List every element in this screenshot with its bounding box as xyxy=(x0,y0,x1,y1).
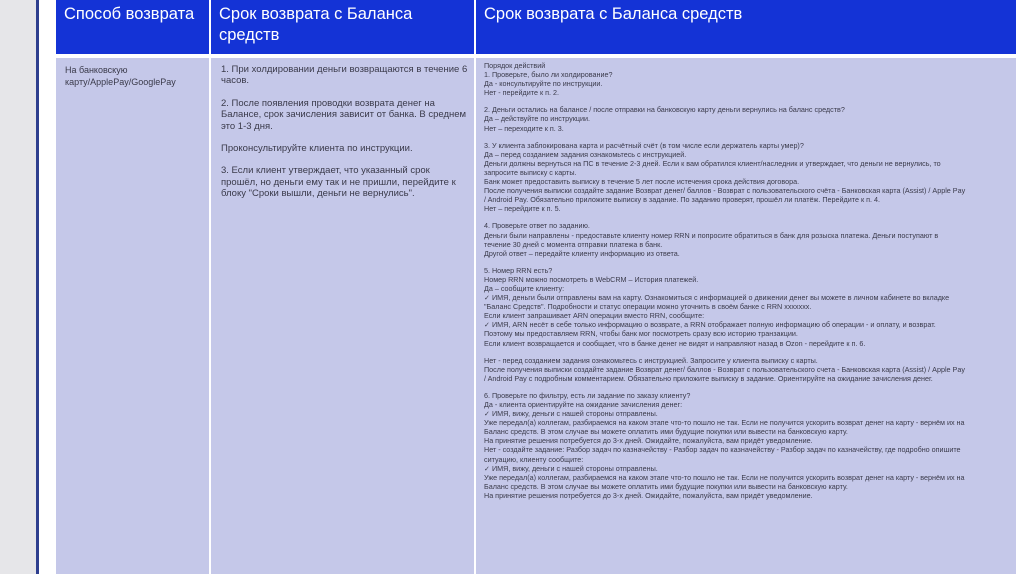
detail-line: Порядок действий xyxy=(484,61,546,70)
detail-line: Нет - создайте задание: Разбор задач по казначейству - Разбор задач по казначейству - Разбор задач по казначейству, где подробно опишите xyxy=(484,445,961,455)
detail-line: Уже передал(а) коллегам, разбираемся на каком этапе что-то пошло не так. Если не получится ускорить возврат денег на карту - вернём их на xyxy=(484,472,965,482)
detail-spacer xyxy=(484,97,1010,105)
detail-line: На принятие решения потребуется до 3-х дней. Ожидайте, пожалуйста, вам придёт уведомление. xyxy=(484,436,813,446)
detail-spacer xyxy=(484,133,1010,141)
detail-line: 3. У клиента заблокирована карта и расчётный счёт (в том числе если держатель карты умер)? xyxy=(484,140,804,150)
detail-spacer xyxy=(484,213,1010,221)
table-header-row xyxy=(56,0,1016,56)
detail-line: ✓ ИМЯ, деньги были отправлены вам на карту. Ознакомиться с информацией о движении денег вы можете в личном кабинете во вкладке xyxy=(484,293,950,303)
detail-line: Да - клиента ориентируйте на ожидание зачисления денег: xyxy=(484,400,683,409)
detail-line: Да - консультируйте по инструкции. xyxy=(484,79,603,89)
header-refund-term-details: Срок возврата с Баланса средств xyxy=(475,0,1016,56)
summary-paragraph: 2. После появления проводки возврата денег на Балансе, срок зачисления зависит от банка. В среднем это 1-3 дня. xyxy=(221,97,467,132)
refund-terms-table xyxy=(56,0,1016,574)
detail-line: Поэтому мы предоставляем RRN, чтобы банк мог посмотреть сразу всю историю транзакции. xyxy=(484,329,798,339)
summary-text xyxy=(221,64,468,200)
header-refund-method: Способ возврата xyxy=(56,0,210,56)
detail-line: Другой ответ – передайте клиенту информацию из ответа. xyxy=(484,248,680,258)
detail-line: Уже передал(а) коллегам, разбираемся на каком этапе что-то пошло не так. Если не получится ускорить возврат денег на карту - вернём их на xyxy=(484,418,965,428)
detail-spacer xyxy=(484,258,1010,266)
detail-line: Если клиент запрашивает ARN операции вместо RRN, сообщите: xyxy=(484,311,705,321)
detail-line: Нет – переходите к п. 3. xyxy=(484,123,564,133)
detail-line: Банк может предоставить выписку в течение 5 лет после истечения срока действия договора. xyxy=(484,177,800,187)
detail-cell xyxy=(475,56,1016,574)
detail-line: Если клиент возвращается и сообщает, что в банке денег не видят и направляют назад в Ozon - перейдите к п. 6. xyxy=(484,338,866,348)
detail-line: Деньги должны вернуться на ПС в течение 2-3 дней. Если к вам обратился клиент/наследник и утверждает, что деньги не вернулись, то xyxy=(484,158,941,168)
summary-paragraph: 1. При холдировании деньги возвращаются в течение 6 часов. xyxy=(221,64,468,87)
detail-text xyxy=(484,61,1010,500)
detail-line: запросите выписку с карты. xyxy=(484,167,577,177)
detail-line: На принятие решения потребуется до 3-х дней. Ожидайте, пожалуйста, вам придёт уведомление. xyxy=(484,490,813,500)
detail-line: Нет - перед созданием задания ознакомьтесь с инструкцией. Запросите у клиента выписку с карты. xyxy=(484,355,818,365)
detail-line: 4. Проверьте ответ по заданию. xyxy=(484,221,590,231)
detail-line: Деньги были направлены - предоставьте клиенту номер RRN и попросите обратиться в банк для розыска платежа. Деньги поступают в xyxy=(484,230,939,240)
detail-line: ситуацию, клиенту сообщите: xyxy=(484,454,584,464)
detail-line: / Android Pay. Обязательно приложите выписку в задание. По заданию проверят, прошёл ли платёж. Перейдите к п. 4. xyxy=(484,195,880,205)
detail-line: Баланс средств. В этом случае вы можете оплатить ими будущие покупки или вывести на банковскую карту. xyxy=(484,427,848,437)
detail-line: Нет - перейдите к п. 2. xyxy=(484,88,559,98)
detail-line: Номер RRN можно посмотреть в WebCRM – История платежей. xyxy=(484,274,699,284)
detail-line: / Android Pay с подробным комментарием. Обязательно приложите выписку в задание. Ориентируйте на ожидание зачисления денег. xyxy=(484,373,933,383)
detail-line: Да – действуйте по инструкции. xyxy=(484,114,590,124)
detail-line: Да – сообщите клиенту: xyxy=(484,283,565,293)
left-margin-strip xyxy=(0,0,36,574)
detail-line: 1. Проверьте, было ли холдирование? xyxy=(484,70,613,80)
detail-line: 5. Номер RRN есть? xyxy=(484,265,553,275)
detail-line: После получения выписки создайте задание Возврат денег/ баллов - Возврат с пользовательского счёта - Банковская карта (Assist) / Apple Pay xyxy=(484,186,966,196)
detail-line: ✓ ИМЯ, ARN несёт в себе только информацию о возврате, а RRN отображает полную информацию об операции - и оплату, и возврат. xyxy=(484,320,936,330)
summary-paragraph: 3. Если клиент утверждает, что указанный срок прошёл, но деньги ему так и не пришли, перейдите к блоку "Сроки вышли, деньги не вернулись". xyxy=(221,165,456,200)
summary-paragraph: Проконсультируйте клиента по инструкции. xyxy=(221,143,413,155)
method-text: На банковскую карту/ApplePay/GooglePay xyxy=(65,65,176,87)
summary-cell xyxy=(210,56,475,574)
detail-line: После получения выписки создайте задание Возврат денег/ баллов - Возврат с пользовательского счета - Банковская карта (Assist) / Apple Pay xyxy=(484,364,965,374)
table-row xyxy=(56,56,1016,574)
detail-line: 2. Деньги остались на балансе / после отправки на банковскую карту деньги вернулись на баланс средств? xyxy=(484,105,845,115)
detail-spacer xyxy=(484,348,1010,356)
detail-line: "Баланс Средств". Подробности и статус операции можно уточнить в своём банке с RRN xxxxxxx. xyxy=(484,302,812,312)
detail-line: Да – перед созданием задания ознакомьтесь с инструкцией. xyxy=(484,149,687,159)
detail-line: Баланс средств. В этом случае вы можете оплатить ими будущие покупки или вывести на банковскую карту. xyxy=(484,481,848,491)
detail-line: 6. Проверьте по фильтру, есть ли задание по заказу клиенту? xyxy=(484,390,691,400)
header-refund-term: Срок возврата с Баланса средств xyxy=(210,0,475,56)
left-accent-line xyxy=(36,0,39,574)
detail-line: Нет – перейдите к п. 5. xyxy=(484,204,561,214)
detail-spacer xyxy=(484,383,1010,391)
detail-line: ✓ ИМЯ, вижу, деньги с нашей стороны отправлены. xyxy=(484,409,658,419)
method-cell xyxy=(56,56,210,574)
detail-line: ✓ ИМЯ, вижу, деньги с нашей стороны отправлены. xyxy=(484,463,658,473)
detail-line: течение 30 дней с момента отправки платежа в банк. xyxy=(484,239,663,249)
